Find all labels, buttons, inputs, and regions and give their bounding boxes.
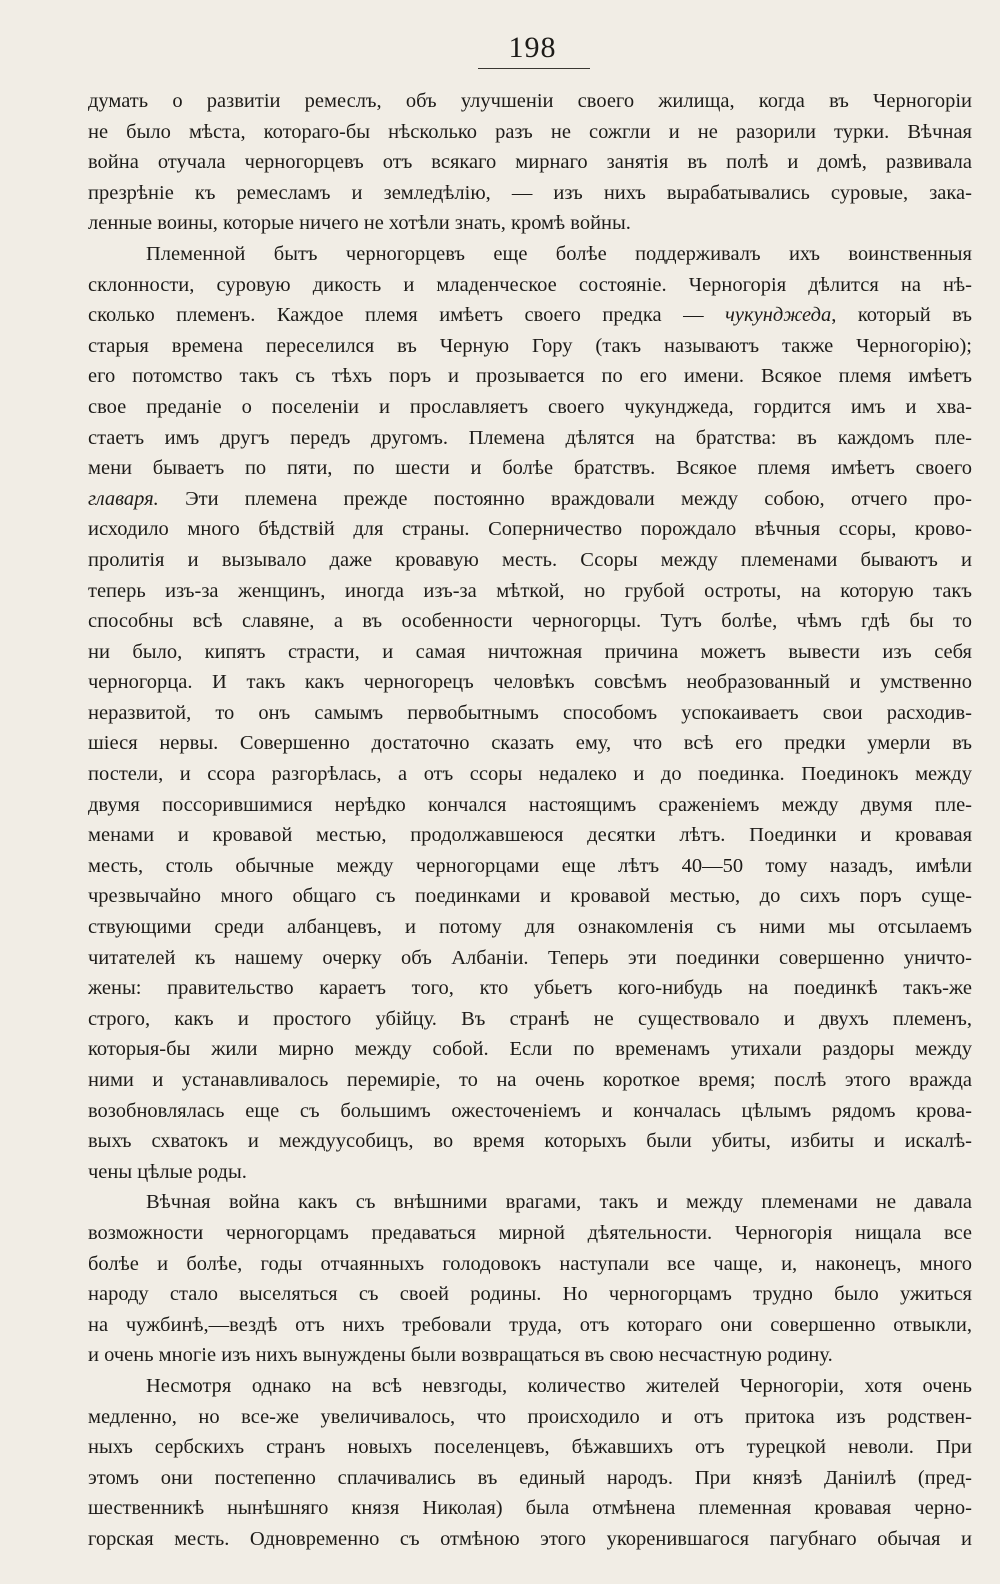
body-text <box>88 86 972 1555</box>
text-line: Несмотря однако на всѣ невзгоды, количество жителей Черногоріи, хотя очень <box>146 1374 972 1397</box>
text-line: шіеся нервы. Совершенно достаточно сказать ему, что всѣ его предки умерли въ <box>88 732 972 755</box>
text-line: чрезвычайно много общаго съ поединками и кровавой местью, до сихъ поръ суще- <box>88 885 972 908</box>
text-line: менами и кровавой местью, продолжавшеюся десятки лѣтъ. Поединки и кровавая <box>88 824 972 847</box>
text-line: возобновлялась еще съ большимъ ожесточеніемъ и кончалась цѣлымъ рядомъ крова- <box>88 1099 972 1122</box>
page-number: 198 <box>508 31 557 64</box>
text-line: ныхъ сербскихъ странъ новыхъ поселенцевъ, бѣжавшихъ отъ турецкой неволи. При <box>88 1436 972 1459</box>
text-line: склонности, суровую дикость и младенческое состояніе. Черногорія дѣлится на нѣ- <box>88 273 972 296</box>
text-line: свое преданіе о поселеніи и прославляетъ своего чукунджеда, гордится имъ и хва- <box>88 395 972 418</box>
text-line: выхъ схватокъ и междуусобицъ, во время которыхъ были убиты, избиты и искалѣ- <box>88 1130 972 1153</box>
text-line: читателей къ нашему очерку объ Албаніи. Теперь эти поединки совершенно уничто- <box>88 946 972 969</box>
text-line: ствующими среди албанцевъ, и потому для ознакомленія съ ними мы отсылаемъ <box>88 916 972 939</box>
text-line: Вѣчная война какъ съ внѣшними врагами, такъ и между племенами не давала <box>146 1191 972 1214</box>
text-line: стаетъ имъ другъ передъ другомъ. Племена дѣлятся на братства: въ каждомъ пле- <box>88 426 972 449</box>
emphasized-word: чукунджеда <box>725 304 832 327</box>
text-line: старыя времена переселился въ Черную Гору (такъ называютъ также Черногорію); <box>88 334 972 357</box>
text-line: мени бываетъ по пяти, по шести и болѣе братствъ. Всякое племя имѣетъ своего <box>88 457 972 480</box>
text-line: сколько племенъ. Каждое племя имѣетъ своего предка — чукунджеда, который въ <box>88 304 972 327</box>
text-line: не было мѣста, котораго-бы нѣсколько разъ не сожгли и не разорили турки. Вѣчная <box>88 120 972 143</box>
text-line: жены: правительство караетъ того, кто убьетъ кого-нибудь на поединкѣ такъ-же <box>88 977 972 1000</box>
text-line: болѣе и болѣе, годы отчаянныхъ голодовокъ наступали все чаще, и, наконецъ, много <box>88 1252 972 1275</box>
text-line: способны всѣ славяне, а въ особенности черногорцы. Тутъ болѣе, чѣмъ гдѣ бы то <box>88 610 972 633</box>
text-line: строго, какъ и простого убійцу. Въ странѣ не существовало и двухъ племенъ, <box>88 1007 972 1030</box>
text-line: черногорца. И такъ какъ черногорецъ человѣкъ совсѣмъ необразованный и умственно <box>88 671 972 694</box>
text-line: думать о развитіи ремеслъ, объ улучшеніи своего жилища, когда въ Черногоріи <box>88 90 972 112</box>
text-line: постели, и ссора разгорѣлась, а отъ ссоры недалеко и до поединка. Поединокъ между <box>88 763 972 786</box>
text-line: исходило много бѣдствій для страны. Соперничество порождало вѣчныя ссоры, крово- <box>88 518 972 541</box>
text-line: неразвитой, то онъ самымъ первобытнымъ способомъ успокаиваетъ свои расходив- <box>88 701 972 724</box>
text-line: шественникѣ нынѣшняго князя Николая) была отмѣнена племенная кровавая черно- <box>88 1497 972 1520</box>
text-line: возможности черногорцамъ предаваться мирной дѣятельности. Черногорія нищала все <box>88 1221 972 1244</box>
text-line: народу стало выселяться съ своей родины. Но черногорцамъ трудно было ужиться <box>88 1283 972 1306</box>
text-line: этомъ они постепенно сплачивались въ единый народъ. При князѣ Даніилѣ (пред- <box>88 1466 972 1489</box>
text-line: война отучала черногорцевъ отъ всякаго мирнаго занятія въ полѣ и домѣ, развивала <box>88 151 972 174</box>
text-line: главаря. Эти племена прежде постоянно враждовали между собою, отчего про- <box>88 487 972 510</box>
text-line: и очень многіе изъ нихъ вынуждены были возвращаться въ свою несчастную родину. <box>88 1344 833 1367</box>
text-line: двумя поссорившимися нерѣдко кончался настоящимъ сраженіемъ между двумя пле- <box>88 793 972 816</box>
text-line: презрѣніе къ ремесламъ и земледѣлію, — изъ нихъ вырабатывались суровые, зака- <box>88 181 972 204</box>
text-line: теперь изъ-за женщинъ, иногда изъ-за мѣткой, но грубой остроты, на которую такъ <box>88 579 972 602</box>
text-line: ними и устанавливалось перемиріе, то на очень короткое время; послѣ этого вражда <box>88 1069 972 1091</box>
text-line: месть, столь обычные между черногорцами еще лѣтъ 40—50 тому назадъ, имѣли <box>88 854 972 877</box>
text-line: которыя-бы жили мирно между собой. Если по временамъ утихали раздоры между <box>88 1038 972 1061</box>
text-line: ленные воины, которые ничего не хотѣли знать, кромѣ войны. <box>88 212 631 235</box>
text-line: горская месть. Одновременно съ отмѣною этого укоренившагося пагубнаго обычая и <box>88 1527 972 1550</box>
page-number-rule <box>478 68 590 69</box>
text-line: ни было, кипятъ страсти, и самая ничтожная причина можетъ вывести изъ себя <box>88 640 972 663</box>
text-line: пролитія и вызывало даже кровавую месть. Ссоры между племенами бываютъ и <box>88 548 972 571</box>
text-line: Племенной бытъ черногорцевъ еще болѣе поддерживалъ ихъ воинственныя <box>146 242 972 265</box>
text-line: на чужбинѣ,—вездѣ отъ нихъ требовали труда, отъ котораго они совершенно отвыкли, <box>88 1313 972 1336</box>
text-line: медленно, но все-же увеличивалось, что происходило и отъ притока изъ родствен- <box>88 1405 972 1428</box>
text-line: его потомство такъ съ тѣхъ поръ и прозывается по его имени. Всякое племя имѣетъ <box>88 365 972 388</box>
text-line: чены цѣлые роды. <box>88 1160 247 1183</box>
emphasized-word: главаря. <box>88 487 159 510</box>
